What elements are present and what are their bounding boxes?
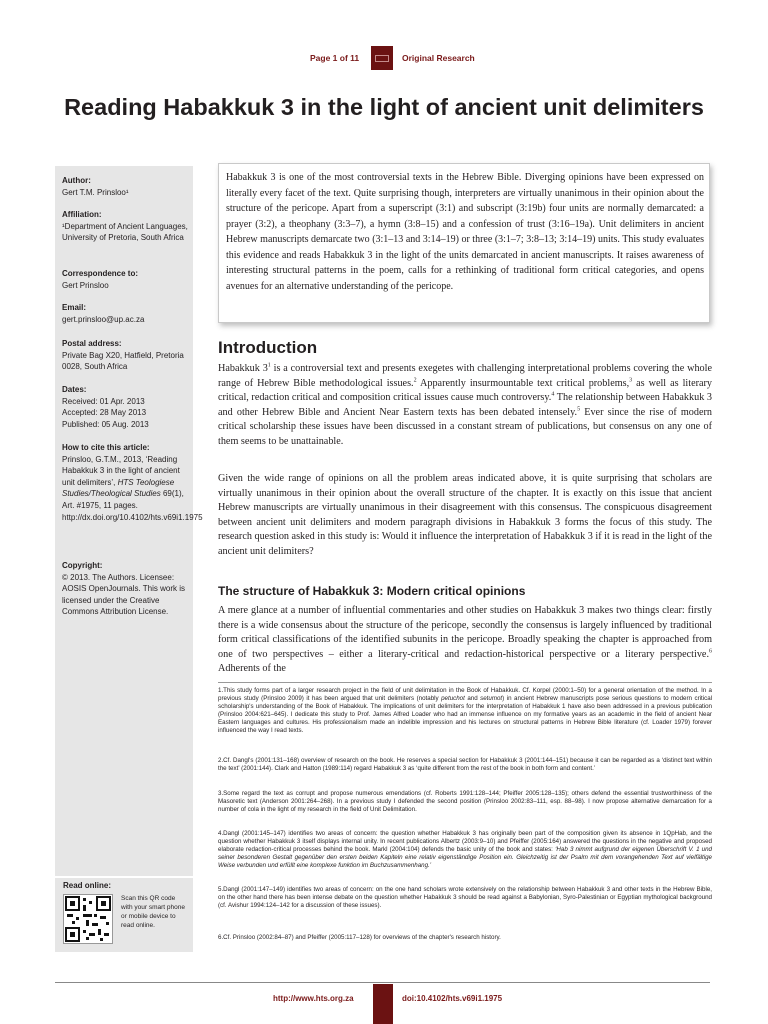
postal-label: Postal address: — [62, 339, 122, 348]
date-published: Published: 05 Aug. 2013 — [62, 419, 149, 429]
page-number: Page 1 of 11 — [310, 53, 360, 63]
correspondence-block — [62, 268, 190, 291]
footnote-3: 3.Some regard the text as corrupt and propose numerous emendations (cf. Roberts 1991:128–144; Pfeiffer 2005:128–135); others defend the essential trustworthiness of the Masoretic text (Anderson 2001:264–268). In a previous study I defended the second position (Prinsloo 2002:83–111, esp. 88–98). I now propose alternative demarcation for a number of cola in the light of my research in the field of Unit Delimitation. — [218, 790, 712, 813]
footnote-6: 6.Cf. Prinsloo (2002:84–87) and Pfeiffer (2005:117–128) for overviews of the chapter's research history. — [218, 934, 501, 941]
footnote-ref-6[interactable]: 6 — [709, 648, 712, 655]
footnote-ref-2[interactable]: 2 — [413, 377, 417, 384]
abstract-box — [218, 163, 710, 323]
author-label: Author: — [62, 176, 91, 185]
footnote-ref-1[interactable]: 1 — [267, 362, 271, 369]
author-name: Gert T.M. Prinsloo¹ — [62, 187, 129, 197]
page-header — [0, 46, 768, 70]
structure-heading: The structure of Habakkuk 3: Modern critical opinions — [218, 584, 526, 598]
dates-block — [62, 384, 190, 430]
citation-text — [62, 454, 203, 524]
read-online-text: Scan this QR code with your smart phone or mobile device to read online. — [121, 895, 185, 929]
postal-block — [62, 338, 190, 373]
intro-paragraph-1: Habakkuk $3^1$ is a controversial text and presents exegetes with challenging interpretational problems covering the whole range of Hebrew Bible methodological issues.$^2$ Apparently insurmountable text critical problems,$^3$ as well as literary critical, redaction critical and composition critical issues cause much controversy.$^4$ The relationship between Habakkuk 3 and other Hebrew Bible and Ancient Near Eastern texts has been debated intensely.$^5$ Ever since the rise of modern critical scholarship these issues have been discussed in a constant stream of publications, but consensus on any one of them seems to be unattainable. — [218, 362, 713, 447]
footnote-ref-3[interactable]: 3 — [629, 377, 633, 384]
correspondence-label: Correspondence to: — [62, 269, 139, 278]
footnote-5: 5.Dangl (2001:147–149) identifies two areas of concern: on the one hand scholars wrote extensively on the relationship between Habakkuk 3 and other texts in the Hebrew Bible, on the other hand there has been intense debate on the question whether Habakkuk 3 should be read against a Babylonian, Syro-Palestinian or Egyptian mythological background (cf. Avishur 1994:124–142 for a discussion of these issues). — [218, 886, 712, 909]
section-label: Original Research — [402, 53, 475, 63]
footer-url-link[interactable]: http://www.hts.org.za — [273, 994, 354, 1003]
citation-block — [62, 442, 203, 523]
footer-divider — [55, 982, 710, 983]
read-online-panel — [55, 878, 193, 952]
footnote-4: 4.Dangl (2001:145–147) identifies two areas of concern: the question whether Habakkuk 3 has originally been part of the composition given its absence in 1QpHab, and the question whether Habakkuk 3 itself displays internal unity. In recent publications Albertz (2003:9–10) and Pfeiffer (2005:164) answered the questions in the negative and proposed elaborate redaction-critical processes behind the book. Markl (2004:104) defends the basic unity of the book and states: ‘Hab 3 nimmt aufgrund der eigenen Überschrift V. 1 und seiner besonderen Gestalt gegenüber den ersten beiden Kapiteln eine relativ eigenständige Position ein. Gleichzeitig ist der Psalm mit dem vorangehenden Text auf vielfältige Weise verbunden und erfüllt eine komplexe funktion im Buchzusammenhang.’ — [218, 830, 712, 869]
email-link[interactable]: gert.prinsloo@up.ac.za — [62, 314, 145, 324]
citation-part-b[interactable]: 69(1), Art. #1975, 11 pages. http://dx.doi.org/10.4102/hts.v69i1.1975 — [62, 489, 203, 522]
footer-logo-icon — [373, 984, 393, 1024]
footnote-divider — [218, 682, 712, 683]
footnote-2: 2.Cf. Dangl's (2001:131–168) overview of research on the book. He reserves a special section for Habakkuk 3 (2001:144–151) because it can be regarded as a ‘distinct text within the text’ (2001:144). Clark and Hatton (1989:114) regard Habakkuk 3 as ‘quite different from the rest of the book in both form and content.’ — [218, 757, 712, 772]
introduction-heading: Introduction — [218, 338, 318, 357]
date-accepted: Accepted: 28 May 2013 — [62, 408, 147, 418]
footnote-ref-4[interactable]: 4 — [551, 391, 555, 398]
copyright-label: Copyright: — [62, 561, 103, 570]
affiliation-block — [62, 209, 190, 244]
read-online-label: Read online: — [63, 881, 112, 890]
structure-paragraph: A mere glance at a number of influential commentaries and other studies on Habakkuk 3 makes two things clear: firstly there is a wide consensus about the structure of the pericope, secondly the consensus is largely influenced by traditional form critical classifications of the identified subunits in the pericope. Broadly speaking the chapter is approached from one of two perspectives – either a literary-critical and redaction-historical perspective or a literary perspective.$^6$ Adherents of the — [218, 605, 712, 675]
intro-paragraph-2: Given the wide range of opinions on all the problem areas indicated above, it is quite surprising that scholars are virtually unanimous in their opinion about the overall structure of the chapter. It is exactly on this issue that ancient Hebrew manuscripts are virtually unanimous in their disagreement with this consensus. The conspicuous disagreement between ancient unit delimiters and modern paragraph divisions in Habakkuk 3 forms the focus of this study. The research question asked in this study is: Would it influence the interpretation of Habakkuk 3 if it is read in the light of the ancient unit delimiters? — [218, 473, 712, 557]
qr-code-icon[interactable] — [63, 894, 113, 944]
email-block — [62, 302, 190, 325]
copyright-block — [62, 560, 190, 618]
postal-address: Private Bag X20, Hatfield, Pretoria 0028, South Africa — [62, 350, 184, 372]
dates-label: Dates: — [62, 385, 87, 394]
citation-label: How to cite this article: — [62, 443, 150, 452]
footnote-ref-5[interactable]: 5 — [577, 406, 581, 413]
affiliation-text: ¹Department of Ancient Languages, University of Pretoria, South Africa — [62, 221, 188, 243]
citation-journal: HTS Teologiese Studies/Theological Studies — [62, 477, 175, 499]
correspondence-name: Gert Prinsloo — [62, 280, 109, 290]
email-label: Email: — [62, 303, 87, 312]
citation-part-a: Prinsloo, G.T.M., 2013, ‘Reading Habakkuk 3 in the light of ancient unit delimiters’, — [62, 454, 180, 487]
footer-doi-link[interactable]: doi:10.4102/hts.v69i1.1975 — [402, 994, 503, 1003]
journal-logo-icon — [371, 46, 393, 70]
date-received: Received: 01 Apr. 2013 — [62, 396, 145, 406]
footnote-1: 1.This study forms part of a larger research project in the field of unit delimitation in the Book of Habakkuk. Cf. Korpel (2000:1–50) for a general orientation of the method. In a previous study (Prinsloo 2009) it has been argued that unit delimiters (notably petuchot and setumot) in ancient Hebrew manuscripts pose serious questions to modern critical scholarship's understanding of the Book of Habakkuk. The implications of unit delimiters for the interpretation of Habakkuk 1 have also been addressed in a previous publication (Prinsloo 2004:621–645). I dedicate this study to Prof. James Alfred Loader who had an immense influence on my formative years as an academic in the field of ancient Near Eastern languages and cultures. His professionalism made an indelible impression and his lectures on structural patterns in Hebrew Bible literature (cf. Loader 1979) forever influenced the way I read texts. — [218, 687, 713, 734]
abstract-text: Habakkuk 3 is one of the most controversial texts in the Hebrew Bible. Diverging opinions have been expressed on literally every facet of the text. Quite surprising though, interpreters are virtually unanimous in their opinion about the structure of the pericope. Apart from a superscript (3:1) and subscript (3:19b) four units are normally demarcated: a prayer (3:2), a theophany (3:3–7), a hymn (3:8–15) and a confession of trust (3:16–19a). Unit delimiters in ancient Hebrew manuscripts demarcate two (3:1–13 and 3:14–19) or three (3:1–7; 3:8–13; 3:14–19) units. This study evaluates this evidence and reads Habakkuk 3 in the light of the units demarcated in ancient manuscripts. It raises awareness of interesting structural patterns in the poem, calls for a rethinking of traditional form critical categories, and opens avenues for an alternative understanding of the pericope. — [226, 172, 704, 292]
article-title: Reading Habakkuk 3 in the light of ancient unit delimiters — [64, 94, 704, 120]
affiliation-label: Affiliation: — [62, 210, 102, 219]
copyright-text: © 2013. The Authors. Licensee: AOSIS OpenJournals. This work is licensed under the Creative Commons Attribution License. — [62, 572, 186, 617]
author-block — [62, 175, 190, 198]
